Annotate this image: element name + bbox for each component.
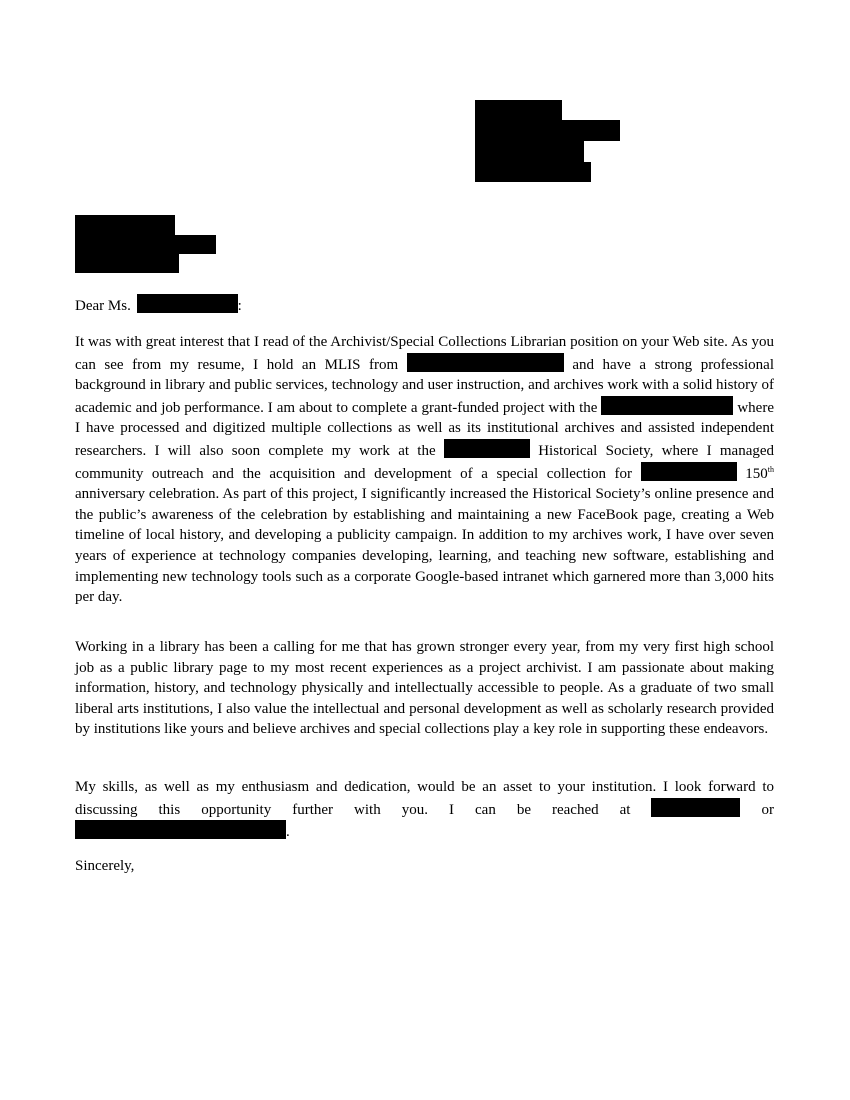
redaction-bar: [75, 254, 179, 273]
p1-text-c: where I have processed and digitized multiple collections as well as its institutional archives and assisted independent researchers. I will also soon complete my work at the: [75, 399, 774, 459]
redaction-bar: [75, 235, 216, 254]
p1-text-f: anniversary celebration. As part of this project, I significantly increased the Historical Society’s online presence and the public’s awareness of the celebration by establishing and maintaining a new FaceBook page, creating a Web timeline of local history, and developing a publicity campaign. In addition to my archives work, I have over seven years of experience at technology companies developing, learning, and teaching new software, establishing and implementing new technology tools such as a corporate Google-based intranet which garnered more than 3,000 hits per day.: [75, 486, 774, 606]
salutation-suffix: :: [237, 298, 242, 314]
p3-text-a: My skills, as well as my enthusiasm and dedication, would be an asset to your institution. I look forward to discussing this opportunity further with you. I can be reached at: [75, 779, 774, 818]
redaction-bar: [475, 100, 562, 120]
closing: Sincerely,: [75, 858, 135, 874]
body-paragraph-2: Working in a library has been a calling for me that has grown stronger every year, from my very first high school job as a public library page to my most recent experiences as a project archivist. I am passionate about making information, history, and technology physically and intellectually accessible to people. As a graduate of two small liberal arts institutions, I also value the intellectual and personal development as well as scholarly research provided by institutions like yours and believe archives and special collections play a key role in supporting these endeavors.: [75, 639, 774, 738]
ordinal-suffix: th: [767, 464, 774, 474]
email-address-redacted: [75, 820, 286, 839]
body-paragraph-1: [75, 332, 774, 608]
redaction-bar: [475, 141, 584, 162]
town-name-redacted: [444, 439, 530, 458]
town-name-redacted-2: [641, 462, 737, 481]
p3-text-b: or: [761, 801, 774, 818]
redaction-bar: [75, 215, 175, 235]
p3-text-c: .: [286, 824, 290, 841]
redaction-bar: [475, 162, 591, 182]
salutation: [75, 294, 242, 316]
recipient-name-redacted: [137, 294, 238, 313]
p1-text-b: and have a strong professional background in library and public services, technology and user instruction, and archives work with a solid history of academic and job performance. I am about to complete a grant-funded project with the: [75, 356, 775, 416]
redaction-bar: [475, 120, 620, 141]
p1-text-e: 150: [745, 465, 768, 482]
body-paragraph-3: [75, 777, 774, 843]
p1-text-d: Historical Society, where I managed community outreach and the acquisition and development of a special collection for: [75, 442, 775, 482]
phone-number-redacted: [651, 798, 740, 817]
salutation-prefix: Dear Ms.: [75, 298, 131, 314]
organization-name-redacted: [601, 396, 733, 415]
p1-text-a: It was with great interest that I read of the Archivist/Special Collections Librarian position on your Web site. As you can see from my resume, I hold an MLIS from: [75, 334, 774, 373]
university-name-redacted: [407, 353, 564, 372]
